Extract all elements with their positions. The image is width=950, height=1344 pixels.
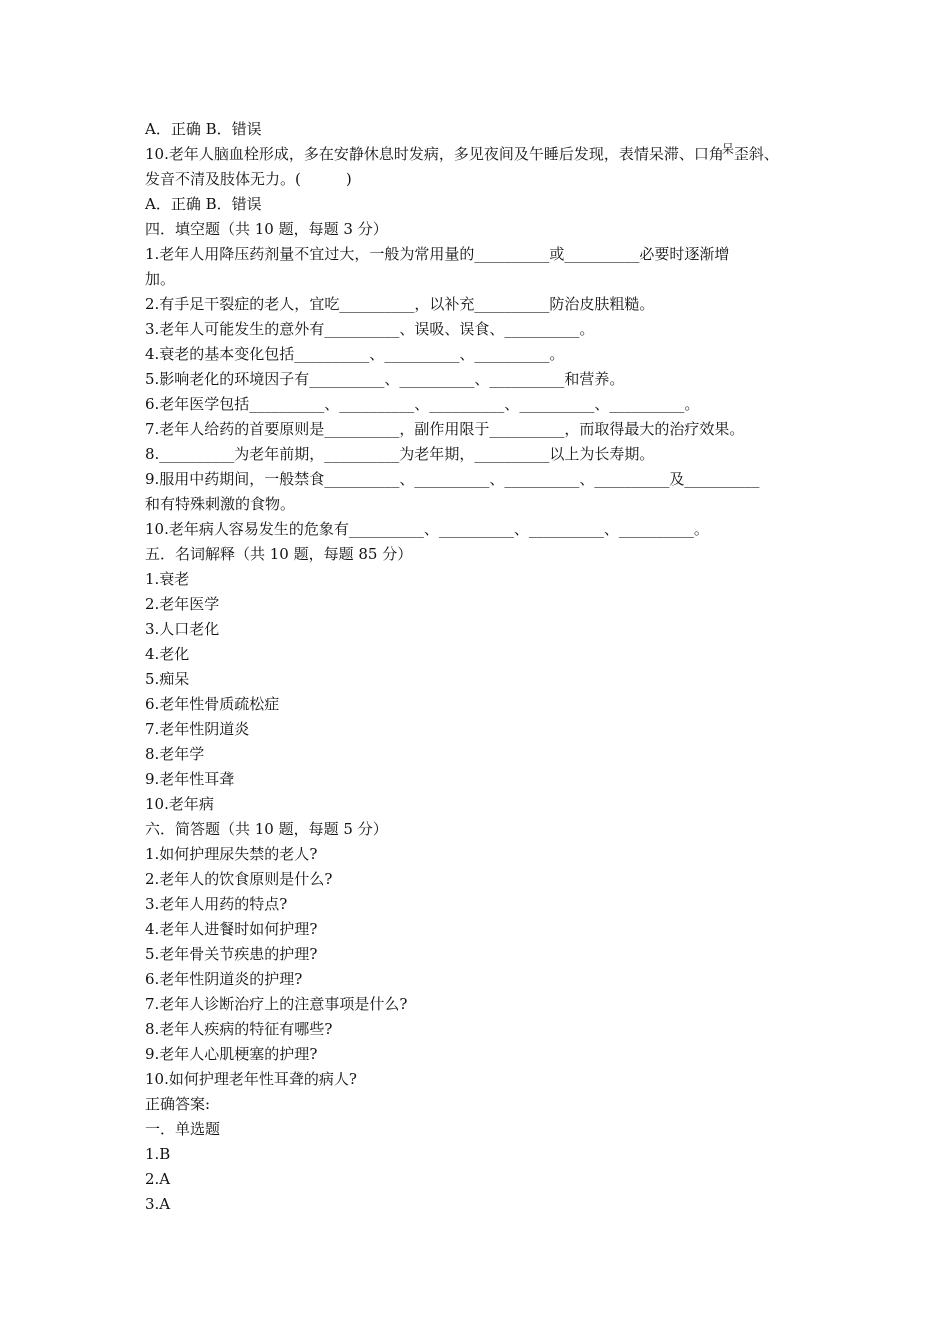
text-line: 9.老年性耳聋 (145, 770, 235, 788)
overprint-glyph: 呆 (721, 142, 734, 156)
text-line: 9.服用中药期间，一般禁食__________、__________、__________、__________及__________ (145, 470, 760, 488)
text-line: 4.老年人进餐时如何护理? (145, 920, 318, 938)
text-line: 3.人口老化 (145, 620, 220, 638)
section-heading: 六．简答题（共 10 题，每题 5 分） (145, 820, 388, 838)
answers-heading: 正确答案: (145, 1095, 211, 1113)
text-line-tail: 歪斜、 (733, 145, 779, 163)
text-line: 1.衰老 (145, 570, 190, 588)
text-line: 5.老年骨关节疾患的护理? (145, 945, 318, 963)
text-line: 3.老年人可能发生的意外有__________、误吸、误食、__________。 (145, 320, 595, 338)
section-heading: 一．单选题 (145, 1120, 221, 1138)
text-line: 2.有手足干裂症的老人，宜吃__________，以补充__________防治皮肤粗糙。 (145, 295, 655, 313)
text-line: 和有特殊刺激的食物。 (145, 495, 296, 513)
answer-line: 1.B (145, 1145, 171, 1163)
text-line: 发音不清及肢体无力。( ) (145, 170, 352, 188)
text-line-main: 10.老年人脑血栓形成，多在安静休息时发病，多见夜间及午睡后发现，表情呆滞、口角 (145, 145, 724, 163)
text-line: 2.老年医学 (145, 595, 220, 613)
text-line: 4.老化 (145, 645, 190, 663)
text-line: 6.老年性骨质疏松症 (145, 695, 280, 713)
text-line: 10.老年病 (145, 795, 214, 813)
text-line: A．正确 B．错误 (145, 195, 262, 213)
text-line: 5.痴呆 (145, 670, 190, 688)
text-line: 7.老年性阴道炎 (145, 720, 250, 738)
text-line: 1.如何护理尿失禁的老人? (145, 845, 318, 863)
text-line: 10.如何护理老年性耳聋的病人? (145, 1070, 357, 1088)
text-line: 10.老年病人容易发生的危象有__________、__________、__________、__________。 (145, 520, 709, 538)
section-heading: 四．填空题（共 10 题，每题 3 分） (145, 220, 388, 238)
text-line: 8.老年人疾病的特征有哪些? (145, 1020, 333, 1038)
text-line: 5.影响老化的环境因子有__________、__________、__________和营养。 (145, 370, 625, 388)
text-line: 6.老年性阴道炎的护理? (145, 970, 303, 988)
text-line (145, 142, 810, 167)
text-line: 2.老年人的饮食原则是什么? (145, 870, 333, 888)
text-line: 9.老年人心肌梗塞的护理? (145, 1045, 318, 1063)
text-line: 加。 (145, 270, 176, 288)
text-line: 8.__________为老年前期，__________为老年期，__________以上为长寿期。 (145, 445, 655, 463)
text-line: 3.老年人用药的特点? (145, 895, 288, 913)
answer-line: 2.A (145, 1170, 171, 1188)
text-line: 7.老年人诊断治疗上的注意事项是什么? (145, 995, 408, 1013)
text-line: 8.老年学 (145, 745, 205, 763)
text-line: 1.老年人用降压药剂量不宜过大，一般为常用量的__________或__________必要时逐渐增 (145, 245, 730, 263)
document-page (145, 117, 810, 1217)
text-line: 7.老年人给药的首要原则是__________，副作用限于__________，而取得最大的治疗效果。 (145, 420, 745, 438)
text-line: 6.老年医学包括__________、__________、__________、__________、__________。 (145, 395, 700, 413)
answer-line: 3.A (145, 1195, 171, 1213)
section-heading: 五．名词解释（共 10 题，每题 85 分） (145, 545, 413, 563)
text-line: A．正确 B．错误 (145, 120, 262, 138)
text-line: 4.衰老的基本变化包括__________、__________、__________。 (145, 345, 565, 363)
